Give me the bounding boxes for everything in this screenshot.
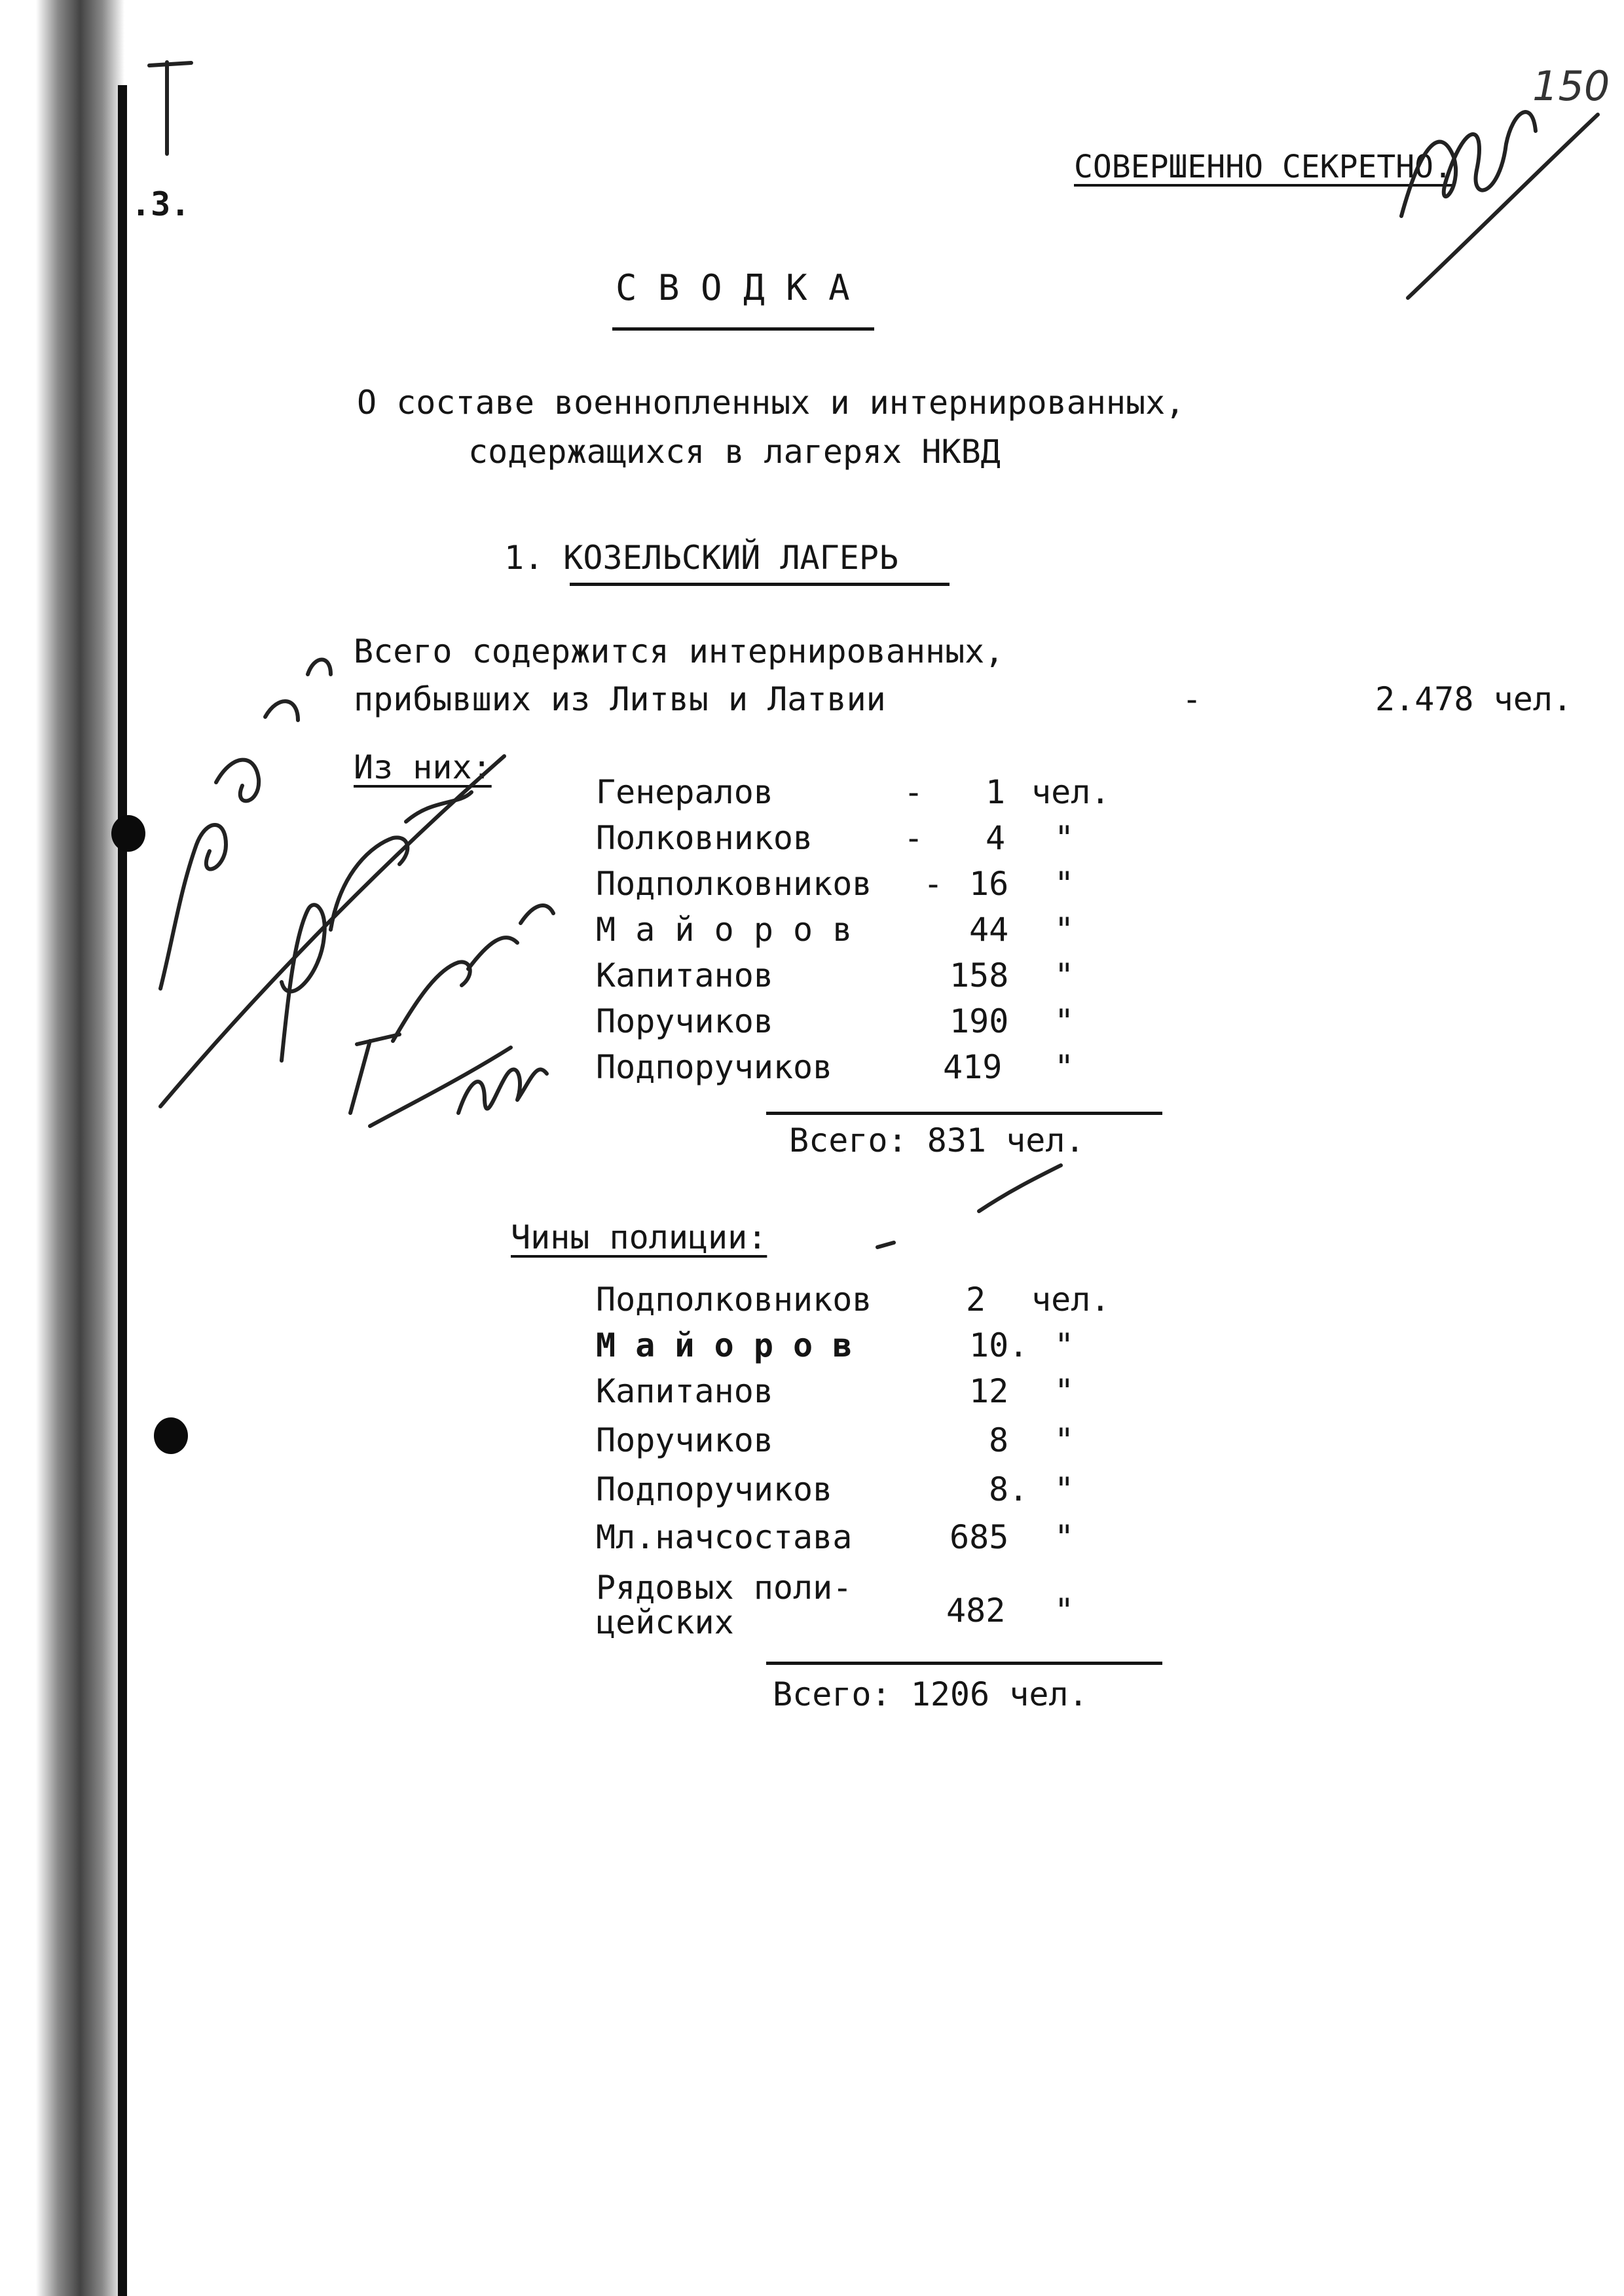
rank-count: 158 (950, 957, 1009, 994)
rank-unit: чел. (1031, 1281, 1111, 1319)
rank-unit: " (1054, 1470, 1075, 1508)
rank-count: 482 (946, 1592, 1006, 1630)
rank-dash: - (923, 865, 944, 903)
rank-count: 12 (969, 1372, 1009, 1410)
rank-label: Капитанов (596, 957, 773, 994)
total-line-1: Всего содержится интернированных, (354, 632, 1005, 670)
rank-count: 419 (943, 1048, 1003, 1086)
rank-count: 4 (986, 819, 1006, 857)
rank-unit: " (1054, 911, 1075, 949)
rank-count: 16 (969, 865, 1009, 903)
rank-label: Капитанов (596, 1372, 773, 1410)
rank-dash: - (904, 773, 924, 811)
rank-label: Полковников (596, 819, 813, 857)
total-value: 2.478 чел. (1375, 680, 1573, 718)
officers-label: Из них: (354, 748, 492, 786)
subtitle-line-1: О составе военнопленных и интернированных, (357, 384, 1185, 422)
page-number: 150 (1532, 62, 1610, 110)
rank-label: цейских (596, 1603, 734, 1641)
section-heading: 1. КОЗЕЛЬСКИЙ ЛАГЕРЬ (504, 539, 899, 577)
rank-label: Рядовых поли- (596, 1569, 853, 1607)
rank-count: 8 (989, 1421, 1009, 1459)
police-label: Чины полиции: (511, 1218, 767, 1256)
rank-label: М а й о р о в (596, 1326, 853, 1364)
officers-subtotal: Всего: 831 чел. (789, 1121, 1085, 1159)
rank-count: 44 (969, 911, 1009, 949)
rank-label: Подпоручиков (596, 1048, 833, 1086)
rank-count: 2 (966, 1281, 986, 1319)
rank-unit: чел. (1031, 773, 1111, 811)
rank-unit: " (1054, 1326, 1075, 1364)
rank-unit: " (1054, 1372, 1075, 1410)
rank-label: Подпоручиков (596, 1470, 833, 1508)
rank-label: Генералов (596, 773, 773, 811)
rank-count: 190 (950, 1002, 1009, 1040)
rank-label: Мл.начсостава (596, 1518, 853, 1556)
classification-stamp: СОВЕРШЕННО СЕКРЕТНО. (1074, 149, 1452, 185)
rank-unit: " (1054, 1518, 1075, 1556)
rank-label: Подполковников (596, 1281, 872, 1319)
rank-unit: " (1054, 1002, 1075, 1040)
rank-count: 8. (989, 1470, 1029, 1508)
rank-count: 685 (950, 1518, 1009, 1556)
rank-label: Подполковников (596, 865, 872, 903)
document-title: С В О Д К А (616, 267, 850, 308)
rank-unit: " (1054, 1048, 1075, 1086)
rank-count: 10. (969, 1326, 1029, 1364)
total-line-2: прибывших из Литвы и Латвии (354, 680, 886, 718)
rank-unit: " (1054, 819, 1075, 857)
rank-label: Поручиков (596, 1421, 773, 1459)
police-subtotal: Всего: 1206 чел. (773, 1675, 1088, 1713)
rank-count: 1 (986, 773, 1006, 811)
total-dash: - (1182, 680, 1202, 718)
rank-dash: - (904, 819, 924, 857)
rank-label: Поручиков (596, 1002, 773, 1040)
page-mark: .3. (131, 185, 191, 223)
subtitle-line-2: содержащихся в лагерях НКВД (468, 433, 1001, 471)
rank-unit: " (1054, 865, 1075, 903)
rank-unit: " (1054, 957, 1075, 994)
rank-unit: " (1054, 1421, 1075, 1459)
rank-unit: " (1054, 1592, 1075, 1630)
rank-label: М а й о р о в (596, 911, 853, 949)
